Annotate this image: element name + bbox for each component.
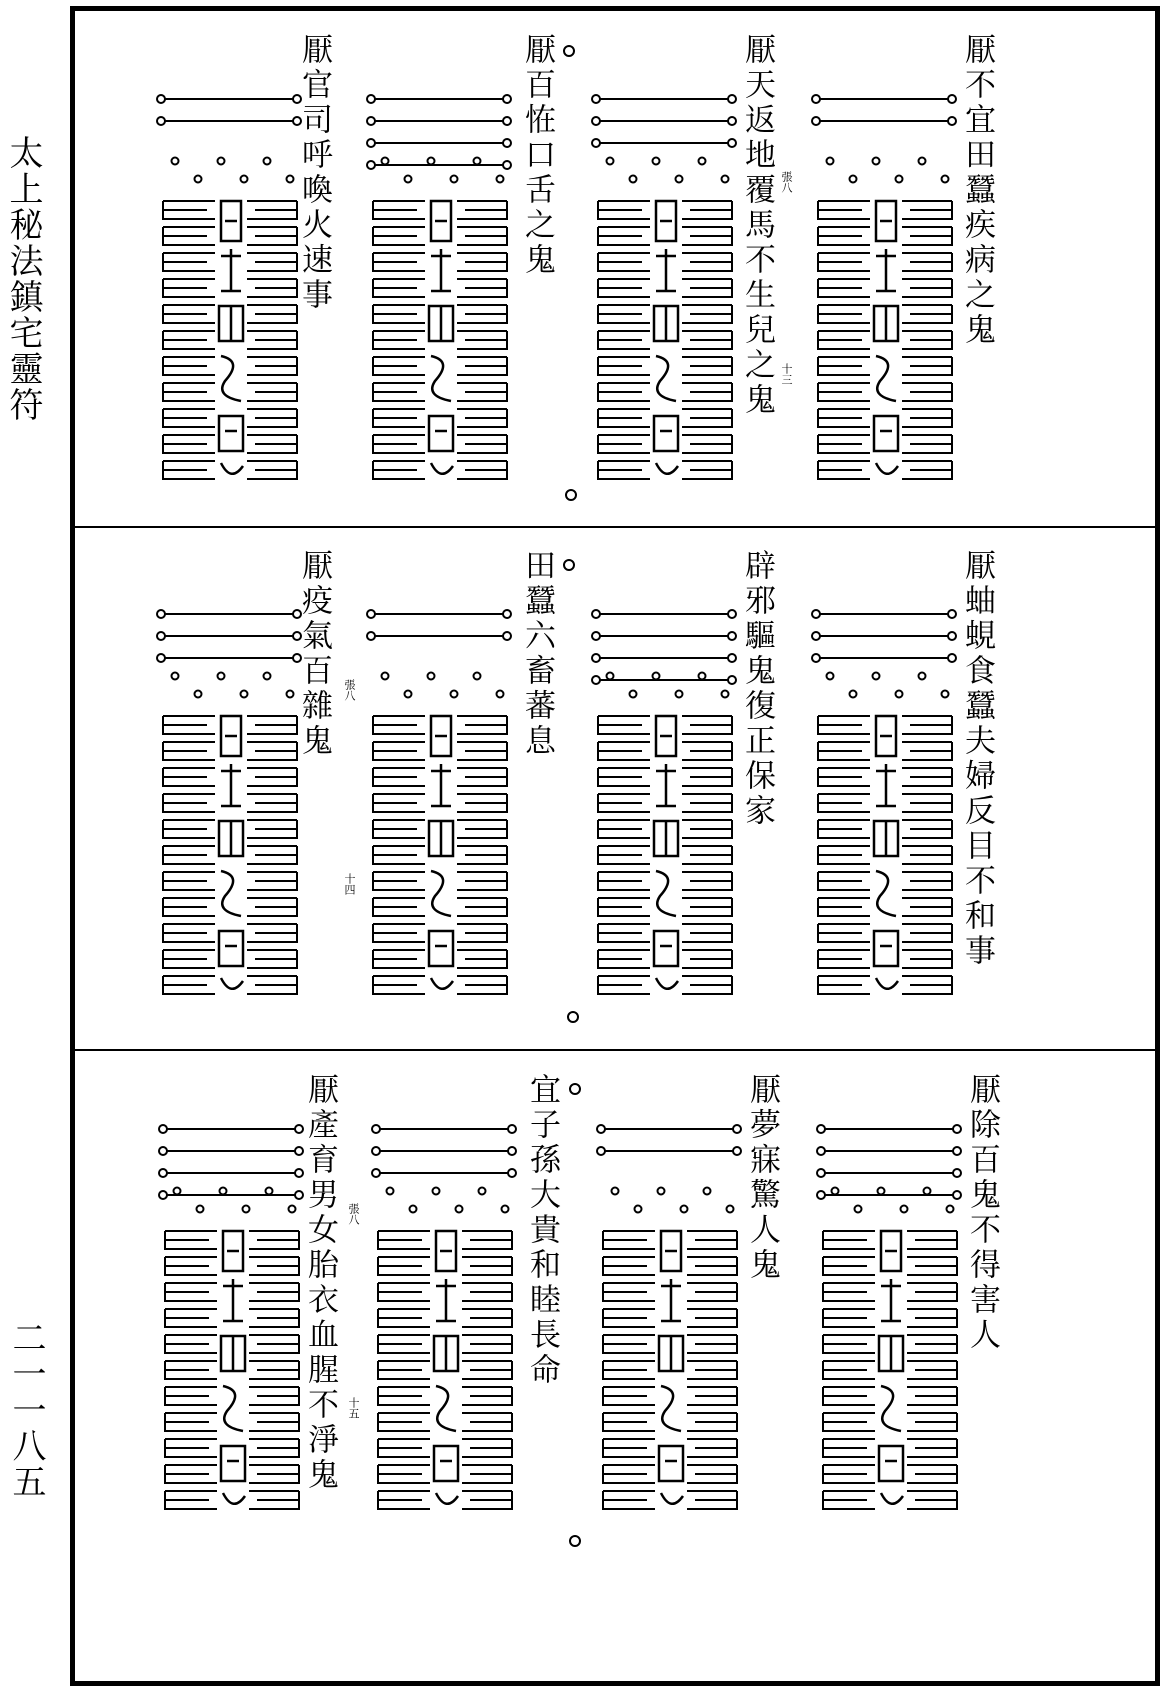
printer-note: 十五 [347, 1397, 360, 1419]
book-title: 太上秘法鎮宅靈符 [3, 135, 43, 423]
talisman-glyph [590, 606, 740, 1006]
talisman-caption: 辟邪驅鬼復正保家 [739, 549, 775, 829]
talisman-caption: 厭除百鬼不得害人 [964, 1073, 1000, 1353]
printer-note: 十四 [343, 873, 356, 895]
talisman-glyph [365, 606, 515, 1006]
talisman-caption: 厭天返地覆馬不生兒之鬼 [739, 33, 775, 418]
talisman-caption: 田蠶六畜蕃息 [519, 549, 555, 759]
separator-circle [569, 1535, 581, 1547]
talisman-caption: 厭夢寐驚人鬼 [744, 1073, 780, 1283]
talisman-glyph [810, 91, 960, 491]
talisman-caption: 厭百恠口舌之鬼 [519, 33, 555, 278]
talisman-glyph [815, 1121, 965, 1521]
separator-circle [563, 559, 575, 571]
separator-circle [563, 45, 575, 57]
talisman-caption: 厭蚰蜆食蠶夫婦反目不和事 [959, 549, 995, 969]
separator-circle [569, 1083, 581, 1095]
page-number: 二一一八五 [6, 1320, 46, 1500]
printer-note: 十三 [780, 363, 793, 385]
page-frame [70, 6, 1160, 1686]
talisman-caption: 厭官司呼喚火速事 [296, 33, 332, 313]
printer-note: 張八 [343, 679, 356, 701]
talisman-glyph [155, 91, 305, 491]
talisman-glyph [155, 606, 305, 1006]
talisman-glyph [810, 606, 960, 1006]
talisman-glyph [157, 1121, 307, 1521]
talisman-glyph [595, 1121, 745, 1521]
talisman-caption: 厭產育男女胎衣血腥不淨鬼 [302, 1073, 338, 1493]
separator-circle [565, 489, 577, 501]
separator-circle [567, 1011, 579, 1023]
printer-note: 張八 [780, 171, 793, 193]
talisman-glyph [370, 1121, 520, 1521]
panel-divider [75, 526, 1155, 528]
talisman-caption: 宜子孫大貴和睦長命 [524, 1073, 560, 1388]
talisman-glyph [590, 91, 740, 491]
talisman-glyph [365, 91, 515, 491]
talisman-caption: 厭不宜田蠶疾病之鬼 [959, 33, 995, 348]
panel-divider [75, 1049, 1155, 1051]
printer-note: 張八 [347, 1203, 360, 1225]
talisman-caption: 厭疫氣百雜鬼 [296, 549, 332, 759]
